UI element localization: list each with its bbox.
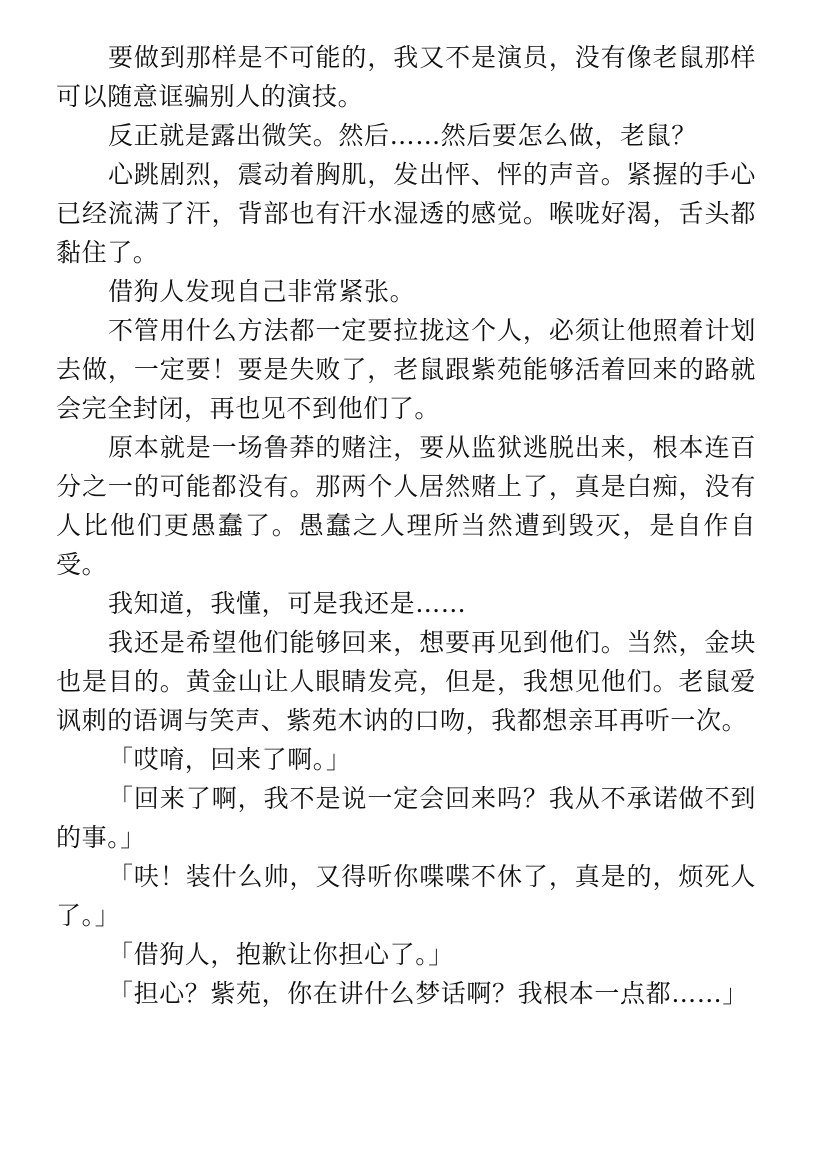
- paragraph-6: 原本就是一场鲁莽的赌注，要从监狱逃脱出来，根本连百分之一的可能都没有。那两个人居然赌上了，真是白痴，没有人比他们更愚蠢了。愚蠢之人理所当然遭到毁灭，是自作自受。: [56, 433, 756, 579]
- dialogue-line-3: 「呋！装什么帅，又得听你喋喋不休了，真是的，烦死人了。」: [56, 862, 756, 930]
- paragraph-1: 要做到那样是不可能的，我又不是演员，没有像老鼠那样可以随意诓骗别人的演技。: [56, 43, 756, 111]
- dialogue-line-4: 「借狗人，抱歉让你担心了。」: [108, 940, 454, 969]
- paragraph-8: 我还是希望他们能够回来，想要再见到他们。当然，金块也是目的。黄金山让人眼睛发亮，但是，我想见他们。老鼠爱讽刺的语调与笑声、紫苑木讷的口吻，我都想亲耳再听一次。: [56, 628, 756, 735]
- dialogue-line-5: 「担心？紫苑，你在讲什么梦话啊？我根本一点都……」: [108, 979, 749, 1008]
- paragraph-7: 我知道，我懂，可是我还是……: [108, 589, 467, 618]
- body-text: [56, 38, 756, 1013]
- paragraph-4: 借狗人发现自己非常紧张。: [108, 277, 416, 306]
- paragraph-3: 心跳剧烈，震动着胸肌，发出怦、怦的声音。紧握的手心已经流满了汗，背部也有汗水湿透的感觉。喉咙好渴，舌头都黏住了。: [56, 160, 756, 267]
- paragraph-2: 反正就是露出微笑。然后……然后要怎么做，老鼠？: [108, 121, 697, 150]
- dialogue-line-2: 「回来了啊，我不是说一定会回来吗？我从不承诺做不到的事。」: [56, 784, 756, 852]
- paragraph-5: 不管用什么方法都一定要拉拢这个人，必须让他照着计划去做，一定要！要是失败了，老鼠跟紫苑能够活着回来的路就会完全封闭，再也见不到他们了。: [56, 316, 756, 423]
- dialogue-line-1: 「哎唷，回来了啊。」: [108, 745, 352, 774]
